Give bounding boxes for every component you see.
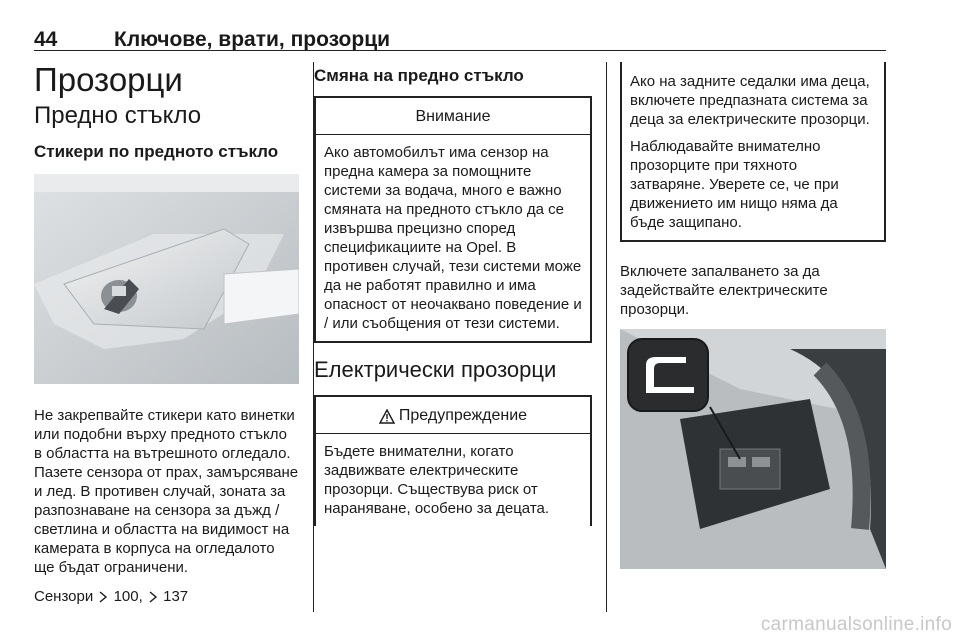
sensor-references <box>34 587 299 606</box>
running-title: Ключове, врати, прозорци <box>114 28 391 51</box>
warning-text-continued <box>622 62 884 240</box>
page-number: 44 <box>34 28 58 51</box>
section-title: Прозорци <box>34 61 183 98</box>
column-1 <box>34 62 299 606</box>
caution-text: Ако автомобилът има сензор на предна камера за помощните системи за водача, много е важно смяната на предното стъкло да се извършва прецизно според спецификациите на Opel. В противен случай, тези системи може да не работят правилно и има опасност от неочаквано поведение и / или съобщения от тези системи. <box>324 144 582 332</box>
warning-triangle-icon <box>379 409 395 424</box>
mirror-sensor-photo <box>34 174 299 384</box>
caution-box <box>314 96 592 343</box>
ref-page-1[interactable]: 100, <box>113 588 143 605</box>
warning-paragraph-2: Наблюдавайте внимателно прозорците при тяхното затваряне. Уверете се, че при движението им нищо няма да бъде защипано. <box>630 138 839 231</box>
ref-page-2[interactable]: 137 <box>163 588 189 605</box>
warning-text: Бъдете внимателни, когато задвижвате електрическите прозорци. Съществува риск от нараняване, особено за децата. <box>324 443 550 517</box>
warning-title: Предупреждение <box>398 407 528 424</box>
warning-box-continued <box>620 62 886 242</box>
topic-title: Стикери по предното стъкло <box>34 142 279 161</box>
page-header <box>34 28 886 51</box>
page-reference-icon <box>147 591 159 603</box>
column-3 <box>620 62 886 569</box>
subsection-title: Електрически прозорци <box>314 357 557 382</box>
subsection-title: Предно стъкло <box>34 102 202 129</box>
column-divider-2 <box>606 62 607 612</box>
mirror-sensor-illustration <box>34 174 299 384</box>
power-windows-text: Включете запалването за да задействайте електрическите прозорци. <box>620 263 828 318</box>
window-switch-photo <box>620 329 886 569</box>
caution-title: Внимание <box>316 98 590 135</box>
page-reference-icon <box>97 591 109 603</box>
topic-title: Смяна на предно стъкло <box>314 66 524 85</box>
column-2 <box>314 66 592 526</box>
stickers-text: Не закрепвайте стикери като винетки или подобни върху предното стъкло в областта на вътрешното огледало. Пазете сензора от прах, замърсяване и лед. В противен случай, зоната за разпознаване на сензора за дъжд / светлина и областта на видимост на камерата в корпуса на огледалото ще бъдат ограничени. <box>34 407 299 576</box>
window-switch-illustration <box>620 329 886 569</box>
warning-box <box>314 395 592 526</box>
watermark: carmanualsonline.info <box>760 614 952 635</box>
warning-header <box>316 397 590 434</box>
ref-label: Сензори <box>34 588 94 605</box>
warning-paragraph-1: Ако на задните седалки има деца, включете предпазната система за деца за електрическите прозорци. <box>630 73 870 128</box>
